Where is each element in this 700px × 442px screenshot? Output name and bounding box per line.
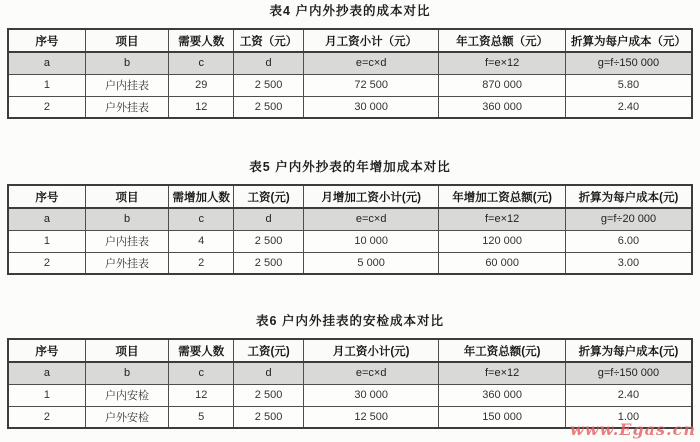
column-header-row [8,185,692,208]
column-header-row [8,339,692,362]
column-header: 项目 [85,29,168,52]
formula-cell: f=e×12 [439,52,566,74]
data-cell: 10 000 [303,230,438,252]
formula-cell: d [234,208,304,230]
column-header: 折算为每户成本（元） [565,29,692,52]
data-cell: 5 000 [303,252,438,274]
data-cell: 60 000 [439,252,566,274]
table4-section [0,0,700,119]
data-cell: 户外挂表 [85,252,168,274]
data-cell: 2 [169,252,234,274]
data-cell: 户内安检 [85,384,168,406]
column-header: 工资(元) [234,339,304,362]
column-header: 工资(元) [234,185,304,208]
column-header: 项目 [85,185,168,208]
data-cell: 12 [169,384,234,406]
column-header: 需增加人数 [169,185,234,208]
formula-cell: e=c×d [303,208,438,230]
column-header: 工资（元） [234,29,304,52]
data-cell: 1 [8,384,85,406]
formula-cell: e=c×d [303,362,438,384]
table-row [8,406,692,428]
column-header: 年工资总额(元) [439,339,566,362]
column-header: 折算为每户成本(元) [565,339,692,362]
data-cell: 2 [8,406,85,428]
data-cell: 户内挂表 [85,74,168,96]
data-cell: 12 500 [303,406,438,428]
data-cell: 2 500 [234,406,304,428]
column-header-row [8,29,692,52]
formula-cell: b [85,208,168,230]
data-cell: 2 500 [234,252,304,274]
formula-cell: b [85,52,168,74]
column-header: 年工资总额（元） [439,29,566,52]
column-header: 月工资小计(元) [303,339,438,362]
data-cell: 150 000 [439,406,566,428]
table5-section [0,119,700,275]
column-header: 折算为每户成本(元) [565,185,692,208]
table-row [8,74,692,96]
column-header: 序号 [8,339,85,362]
formula-cell: c [169,52,234,74]
data-cell: 2 500 [234,96,304,118]
column-header: 年增加工资总额(元) [439,185,566,208]
column-header: 需要人数 [169,339,234,362]
data-cell: 30 000 [303,96,438,118]
formula-cell: b [85,362,168,384]
table5-annual-added-cost-comparison [7,184,693,275]
data-cell: 72 500 [303,74,438,96]
data-cell: 360 000 [439,96,566,118]
formula-row [8,362,692,384]
data-cell: 120 000 [439,230,566,252]
data-cell: 2 500 [234,384,304,406]
formula-row [8,52,692,74]
table-row [8,230,692,252]
table-row [8,96,692,118]
data-cell: 2 [8,96,85,118]
formula-cell: d [234,52,304,74]
table-row [8,252,692,274]
data-cell: 3.00 [565,252,692,274]
data-cell: 2 [8,252,85,274]
formula-cell: g=f÷20 000 [565,208,692,230]
data-cell: 户外挂表 [85,96,168,118]
data-cell: 29 [169,74,234,96]
data-cell: 30 000 [303,384,438,406]
formula-cell: a [8,52,85,74]
formula-cell: f=e×12 [439,362,566,384]
formula-cell: c [169,208,234,230]
data-cell: 户外安检 [85,406,168,428]
column-header: 月增加工资小计(元) [303,185,438,208]
formula-cell: e=c×d [303,52,438,74]
watermark: www.Egas.cn [570,420,696,439]
data-cell: 870 000 [439,74,566,96]
column-header: 需要人数 [169,29,234,52]
data-cell: 5 [169,406,234,428]
data-cell: 6.00 [565,230,692,252]
formula-cell: g=f÷150 000 [565,362,692,384]
formula-cell: f=e×12 [439,208,566,230]
data-cell: 2.40 [565,96,692,118]
formula-cell: a [8,208,85,230]
data-cell: 1.00 [565,406,692,428]
table-row [8,384,692,406]
data-cell: 360 000 [439,384,566,406]
data-cell: 2 500 [234,74,304,96]
column-header: 月工资小计（元） [303,29,438,52]
data-cell: 5.80 [565,74,692,96]
column-header: 序号 [8,29,85,52]
data-cell: 12 [169,96,234,118]
data-cell: 1 [8,74,85,96]
table4-cost-comparison [7,28,693,119]
formula-cell: d [234,362,304,384]
formula-cell: c [169,362,234,384]
column-header: 项目 [85,339,168,362]
data-cell: 1 [8,230,85,252]
data-cell: 2.40 [565,384,692,406]
formula-cell: a [8,362,85,384]
data-cell: 2 500 [234,230,304,252]
table6-safety-check-cost-comparison [7,338,693,429]
formula-cell: g=f÷150 000 [565,52,692,74]
table6-section [0,275,700,429]
column-header: 序号 [8,185,85,208]
table6-title: 表6 户内外挂表的安检成本对比 [256,314,444,328]
formula-row [8,208,692,230]
table5-title: 表5 户内外抄表的年增加成本对比 [249,160,451,174]
data-cell: 4 [169,230,234,252]
data-cell: 户内挂表 [85,230,168,252]
table4-title: 表4 户内外抄表的成本对比 [269,4,431,18]
